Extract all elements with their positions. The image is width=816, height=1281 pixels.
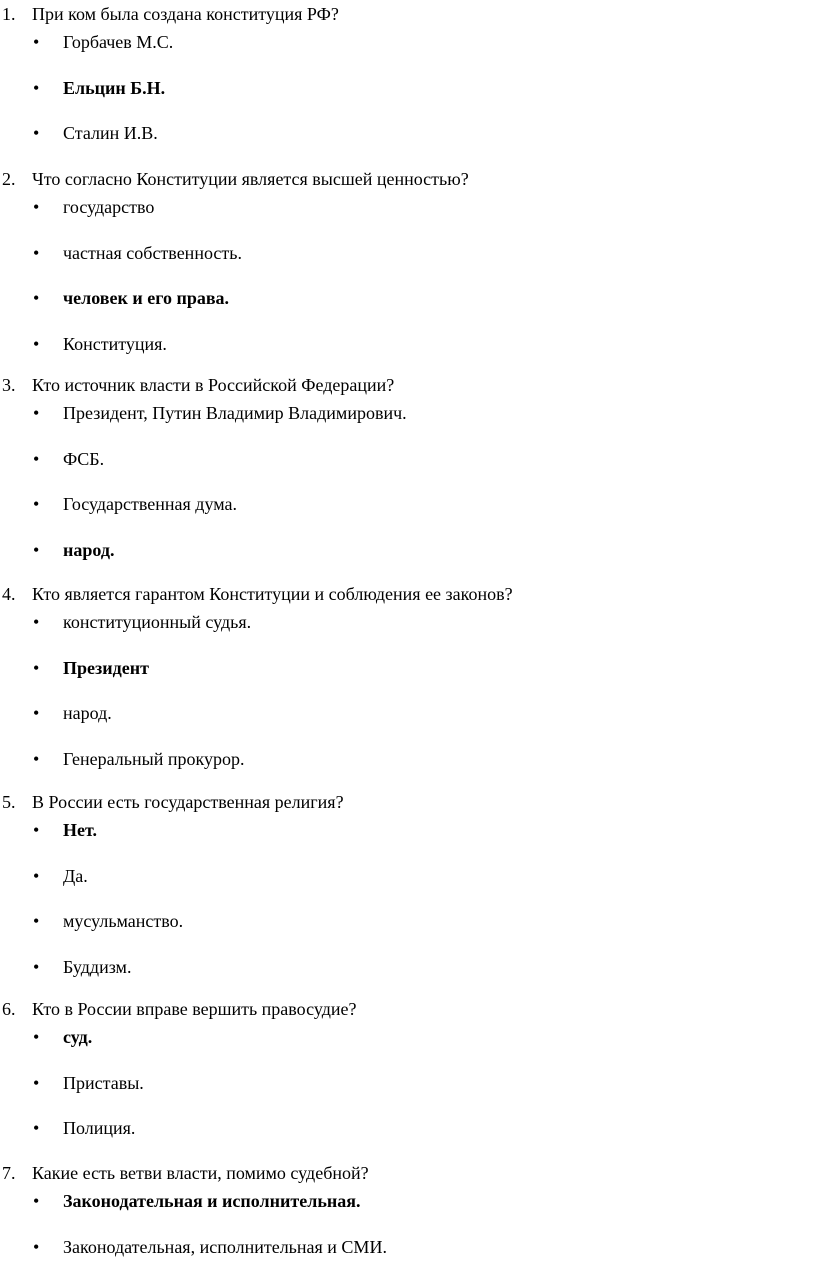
answer-option [0, 702, 816, 724]
answer-option-text: Полиция. [63, 1118, 136, 1138]
question-3 [0, 374, 816, 396]
answer-option [0, 956, 816, 978]
answer-option [0, 1236, 816, 1258]
answer-option-text: конституционный судья. [63, 612, 252, 632]
answer-option-correct [0, 77, 816, 99]
question-2 [0, 168, 816, 190]
bullet-icon: • [33, 288, 40, 308]
answer-option-text: Приставы. [63, 1073, 144, 1093]
bullet-icon: • [33, 957, 40, 977]
bullet-icon: • [33, 1027, 40, 1047]
question-number: 2. [2, 169, 16, 189]
bullet-icon: • [33, 78, 40, 98]
bullet-icon: • [33, 1073, 40, 1093]
answer-option [0, 31, 816, 53]
question-number: 3. [2, 375, 16, 395]
answer-option-text: Государственная дума. [63, 494, 237, 514]
question-text: Кто источник власти в Российской Федерации? [32, 375, 395, 395]
answer-option-correct [0, 819, 816, 841]
bullet-icon: • [33, 703, 40, 723]
bullet-icon: • [33, 494, 40, 514]
answer-option-text: частная собственность. [63, 243, 242, 263]
answer-option [0, 611, 816, 633]
bullet-icon: • [33, 1118, 40, 1138]
bullet-icon: • [33, 866, 40, 886]
answer-option-correct [0, 287, 816, 309]
answer-option [0, 242, 816, 264]
question-text: Какие есть ветви власти, помимо судебной? [32, 1163, 369, 1183]
question-number: 1. [2, 4, 16, 24]
answer-option [0, 493, 816, 515]
question-6 [0, 998, 816, 1020]
answer-option-text: Законодательная, исполнительная и СМИ. [63, 1237, 387, 1257]
answer-option-text: народ. [63, 703, 112, 723]
answer-option [0, 865, 816, 887]
answer-option-correct [0, 1026, 816, 1048]
answer-option [0, 402, 816, 424]
answer-option [0, 1072, 816, 1094]
question-4 [0, 583, 816, 605]
answer-option-text: Ельцин Б.Н. [63, 78, 166, 98]
answer-option-correct [0, 657, 816, 679]
bullet-icon: • [33, 334, 40, 354]
answer-option [0, 910, 816, 932]
question-1 [0, 3, 816, 25]
answer-option-text: Да. [63, 866, 88, 886]
answer-option-text: Нет. [63, 820, 97, 840]
bullet-icon: • [33, 449, 40, 469]
answer-option-text: народ. [63, 540, 115, 560]
answer-option-text: человек и его права. [63, 288, 230, 308]
answer-option-text: ФСБ. [63, 449, 105, 469]
bullet-icon: • [33, 32, 40, 52]
answer-option [0, 448, 816, 470]
bullet-icon: • [33, 540, 40, 560]
answer-option-text: государство [63, 197, 155, 217]
bullet-icon: • [33, 820, 40, 840]
answer-option-correct [0, 539, 816, 561]
question-number: 6. [2, 999, 16, 1019]
answer-option-text: Президент [63, 658, 149, 678]
answer-option-text: суд. [63, 1027, 93, 1047]
answer-option [0, 1117, 816, 1139]
question-5 [0, 791, 816, 813]
answer-option-text: Горбачев М.С. [63, 32, 174, 52]
question-text: Кто в России вправе вершить правосудие? [32, 999, 357, 1019]
question-text: Что согласно Конституции является высшей ценностью? [32, 169, 469, 189]
bullet-icon: • [33, 749, 40, 769]
bullet-icon: • [33, 658, 40, 678]
answer-option-text: Законодательная и исполнительная. [63, 1191, 361, 1211]
answer-option-text: мусульманство. [63, 911, 184, 931]
question-text: Кто является гарантом Конституции и соблюдения ее законов? [32, 584, 513, 604]
answer-option-text: Президент, Путин Владимир Владимирович. [63, 403, 407, 423]
bullet-icon: • [33, 612, 40, 632]
bullet-icon: • [33, 1191, 40, 1211]
question-7 [0, 1162, 816, 1184]
answer-option-text: Генеральный прокурор. [63, 749, 245, 769]
answer-option [0, 748, 816, 770]
bullet-icon: • [33, 197, 40, 217]
bullet-icon: • [33, 1237, 40, 1257]
answer-option [0, 196, 816, 218]
question-text: В России есть государственная религия? [32, 792, 344, 812]
answer-option-text: Сталин И.В. [63, 123, 158, 143]
answer-option-correct [0, 1190, 816, 1212]
question-number: 7. [2, 1163, 16, 1183]
bullet-icon: • [33, 243, 40, 263]
question-number: 4. [2, 584, 16, 604]
answer-option [0, 122, 816, 144]
bullet-icon: • [33, 123, 40, 143]
bullet-icon: • [33, 403, 40, 423]
answer-option [0, 333, 816, 355]
answer-option-text: Буддизм. [63, 957, 132, 977]
question-number: 5. [2, 792, 16, 812]
bullet-icon: • [33, 911, 40, 931]
answer-option-text: Конституция. [63, 334, 167, 354]
question-text: При ком была создана конституция РФ? [32, 4, 339, 24]
